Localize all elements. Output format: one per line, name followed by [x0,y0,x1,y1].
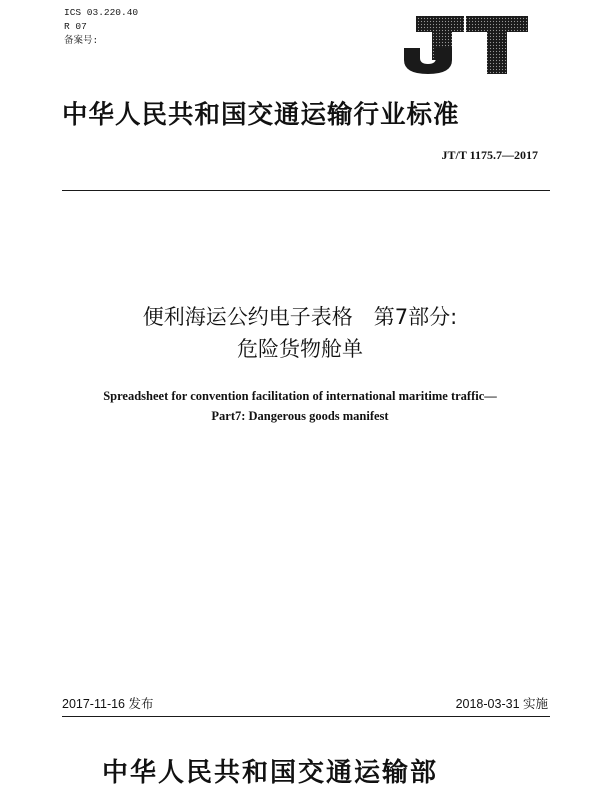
issue-date: 2017-11-16 发布 [62,697,154,711]
jt-logo-letter-t [466,16,528,74]
industry-standard-title: 中华人民共和国交通运输行业标准 [62,100,460,130]
english-title-line-2: Part7: Dangerous goods manifest [211,409,389,423]
ics-code: ICS 03.220.40 [64,7,139,18]
chinese-title-line-1: 便利海运公约电子表格 第7部分: [142,305,458,329]
issuing-authority: 中华人民共和国交通运输部 [102,758,439,788]
jt-logo [396,14,532,76]
record-number-label: 备案号: [64,35,99,46]
footer-divider [62,716,550,717]
standard-number: JT/T 1175.7—2017 [441,148,538,162]
header-divider [62,190,550,191]
english-title-line-1: Spreadsheet for convention facilitation of international maritime traffic— [103,389,497,403]
jt-logo-letter-j [404,16,464,74]
class-code: R 07 [64,21,87,32]
chinese-title-line-2: 危险货物舱单 [237,337,363,361]
effective-date: 2018-03-31 实施 [455,697,548,711]
document-meta [64,6,138,48]
